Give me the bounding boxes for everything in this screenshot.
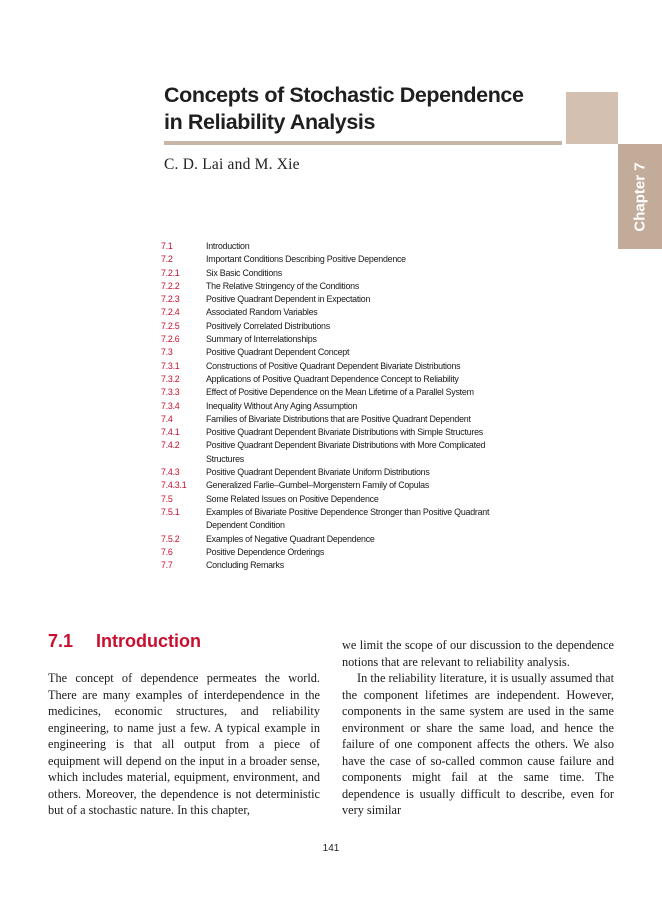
toc-entry-number: 7.4 xyxy=(161,413,173,424)
toc-entry-title: The Relative Stringency of the Conditions xyxy=(206,280,360,291)
right-column xyxy=(342,637,614,819)
toc-entry-number: 7.4.3 xyxy=(161,467,180,478)
section-heading xyxy=(48,629,201,653)
toc-entry xyxy=(161,439,541,466)
toc-entry-title: Concluding Remarks xyxy=(206,560,284,571)
toc-entry-number: 7.2.3 xyxy=(161,294,180,305)
title-rule xyxy=(164,141,562,145)
toc-entry-title: Six Basic Conditions xyxy=(206,267,282,278)
toc-entry xyxy=(161,267,541,280)
toc-entry-number: 7.5.2 xyxy=(161,533,180,544)
toc-entry-title: Positive Quadrant Dependent Bivariate Distributions with More Complicated Structures xyxy=(206,440,486,464)
toc-entry-number: 7.2 xyxy=(161,254,173,265)
toc-entry-number: 7.6 xyxy=(161,546,173,557)
paragraph: In the reliability literature, it is usually assumed that the component lifetimes are independent. However, components in the same system are used in the same environment or share the same load, and hence the failure of one component affects the others. We also have the case of so-called common cause failure and components might fail at the same time. The dependence is usually difficult to describe, even for very similar xyxy=(342,671,614,817)
section-title: Introduction xyxy=(96,631,201,651)
toc-entry-number: 7.2.6 xyxy=(161,334,180,345)
toc-entry-title: Applications of Positive Quadrant Dependence Concept to Reliability xyxy=(206,373,459,384)
toc-entry-number: 7.2.1 xyxy=(161,267,180,278)
toc-entry-number: 7.3.4 xyxy=(161,400,180,411)
decorative-square xyxy=(566,92,618,144)
toc-entry-number: 7.4.3.1 xyxy=(161,480,187,491)
toc-entry-title: Constructions of Positive Quadrant Dependent Bivariate Distributions xyxy=(206,360,461,371)
toc-entry-number: 7.5 xyxy=(161,493,173,504)
toc-entry xyxy=(161,466,541,479)
toc-entry xyxy=(161,333,541,346)
toc-entry xyxy=(161,240,541,253)
toc-entry-number: 7.1 xyxy=(161,241,173,251)
left-column xyxy=(48,670,320,819)
toc-entry-title: Examples of Negative Quadrant Dependence xyxy=(206,533,375,544)
toc-entry-title: Associated Random Variables xyxy=(206,307,318,318)
toc-entry xyxy=(161,546,541,559)
toc-entry xyxy=(161,306,541,319)
toc-entry xyxy=(161,293,541,306)
authors: C. D. Lai and M. Xie xyxy=(164,156,300,173)
toc-entry-title: Positive Quadrant Dependent in Expectation xyxy=(206,294,371,305)
toc-entry-number: 7.4.2 xyxy=(161,440,180,451)
toc-entry-number: 7.4.1 xyxy=(161,427,180,438)
chapter-title-line-2: in Reliability Analysis xyxy=(164,110,376,134)
toc-entry xyxy=(161,320,541,333)
toc-entry xyxy=(161,346,541,359)
toc-entry-title: Summary of Interrelationships xyxy=(206,334,317,345)
toc-entry-title: Positive Quadrant Dependent Concept xyxy=(206,347,350,358)
toc-entry xyxy=(161,493,541,506)
toc-entry-number: 7.3.2 xyxy=(161,373,180,384)
toc-entry-number: 7.3.1 xyxy=(161,360,180,371)
toc-entry xyxy=(161,280,541,293)
toc-entry xyxy=(161,413,541,426)
toc-entry-number: 7.2.4 xyxy=(161,307,180,318)
toc-entry-number: 7.3.3 xyxy=(161,387,180,398)
toc-entry-title: Important Conditions Describing Positive Dependence xyxy=(206,254,406,265)
toc-entry-title: Examples of Bivariate Positive Dependence Stronger than Positive Quadrant Dependent Condition xyxy=(206,506,490,531)
chapter-title xyxy=(164,82,564,136)
toc-entry-number: 7.2.5 xyxy=(161,320,180,331)
toc-entry-number: 7.7 xyxy=(161,560,173,571)
toc-entry-number: 7.2.2 xyxy=(161,280,180,291)
toc-entry xyxy=(161,360,541,373)
table-of-contents xyxy=(161,240,541,572)
toc-entry xyxy=(161,400,541,413)
toc-entry-number: 7.5.1 xyxy=(161,506,180,517)
toc-entry xyxy=(161,373,541,386)
toc-entry-title: Some Related Issues on Positive Dependence xyxy=(206,493,379,504)
toc-entry xyxy=(161,253,541,266)
toc-entry-title: Introduction xyxy=(206,241,250,251)
toc-entry xyxy=(161,533,541,546)
toc-entry-title: Positively Correlated Distributions xyxy=(206,320,330,331)
chapter-tab-label: Chapter 7 xyxy=(631,161,649,232)
page-number: 141 xyxy=(322,843,340,854)
paragraph: The concept of dependence permeates the world. There are many examples of interdependence in the medicines, economic structures, and reliability engineering, to name just a few. A typical example in engineering is that all output from a piece of equipment will depend on the input in a broader sense, which includes material, equipment, environment, and others. Moreover, the dependence is not deterministic but of a stochastic nature. In this chapter, xyxy=(48,671,320,817)
toc-entry xyxy=(161,479,541,492)
chapter-tab xyxy=(618,144,662,249)
chapter-title-line-1: Concepts of Stochastic Dependence xyxy=(164,83,524,107)
toc-entry xyxy=(161,426,541,439)
toc-entry-title: Inequality Without Any Aging Assumption xyxy=(206,400,358,411)
toc-entry xyxy=(161,506,541,533)
toc-entry-title: Families of Bivariate Distributions that are Positive Quadrant Dependent xyxy=(206,413,471,424)
toc-entry-title: Positive Quadrant Dependent Bivariate Uniform Distributions xyxy=(206,467,430,478)
toc-entry-number: 7.3 xyxy=(161,347,173,358)
paragraph: we limit the scope of our discussion to the dependence notions that are relevant to reliability analysis. xyxy=(342,638,614,669)
toc-entry-title: Positive Quadrant Dependent Bivariate Distributions with Simple Structures xyxy=(206,427,483,438)
toc-entry-title: Generalized Farlie–Gumbel–Morgenstern Family of Copulas xyxy=(206,480,430,491)
toc-entry xyxy=(161,559,541,572)
toc-entry-title: Positive Dependence Orderings xyxy=(206,546,325,557)
section-number: 7.1 xyxy=(48,631,74,651)
toc-entry xyxy=(161,386,541,399)
toc-entry-title: Effect of Positive Dependence on the Mean Lifetime of a Parallel System xyxy=(206,387,474,398)
